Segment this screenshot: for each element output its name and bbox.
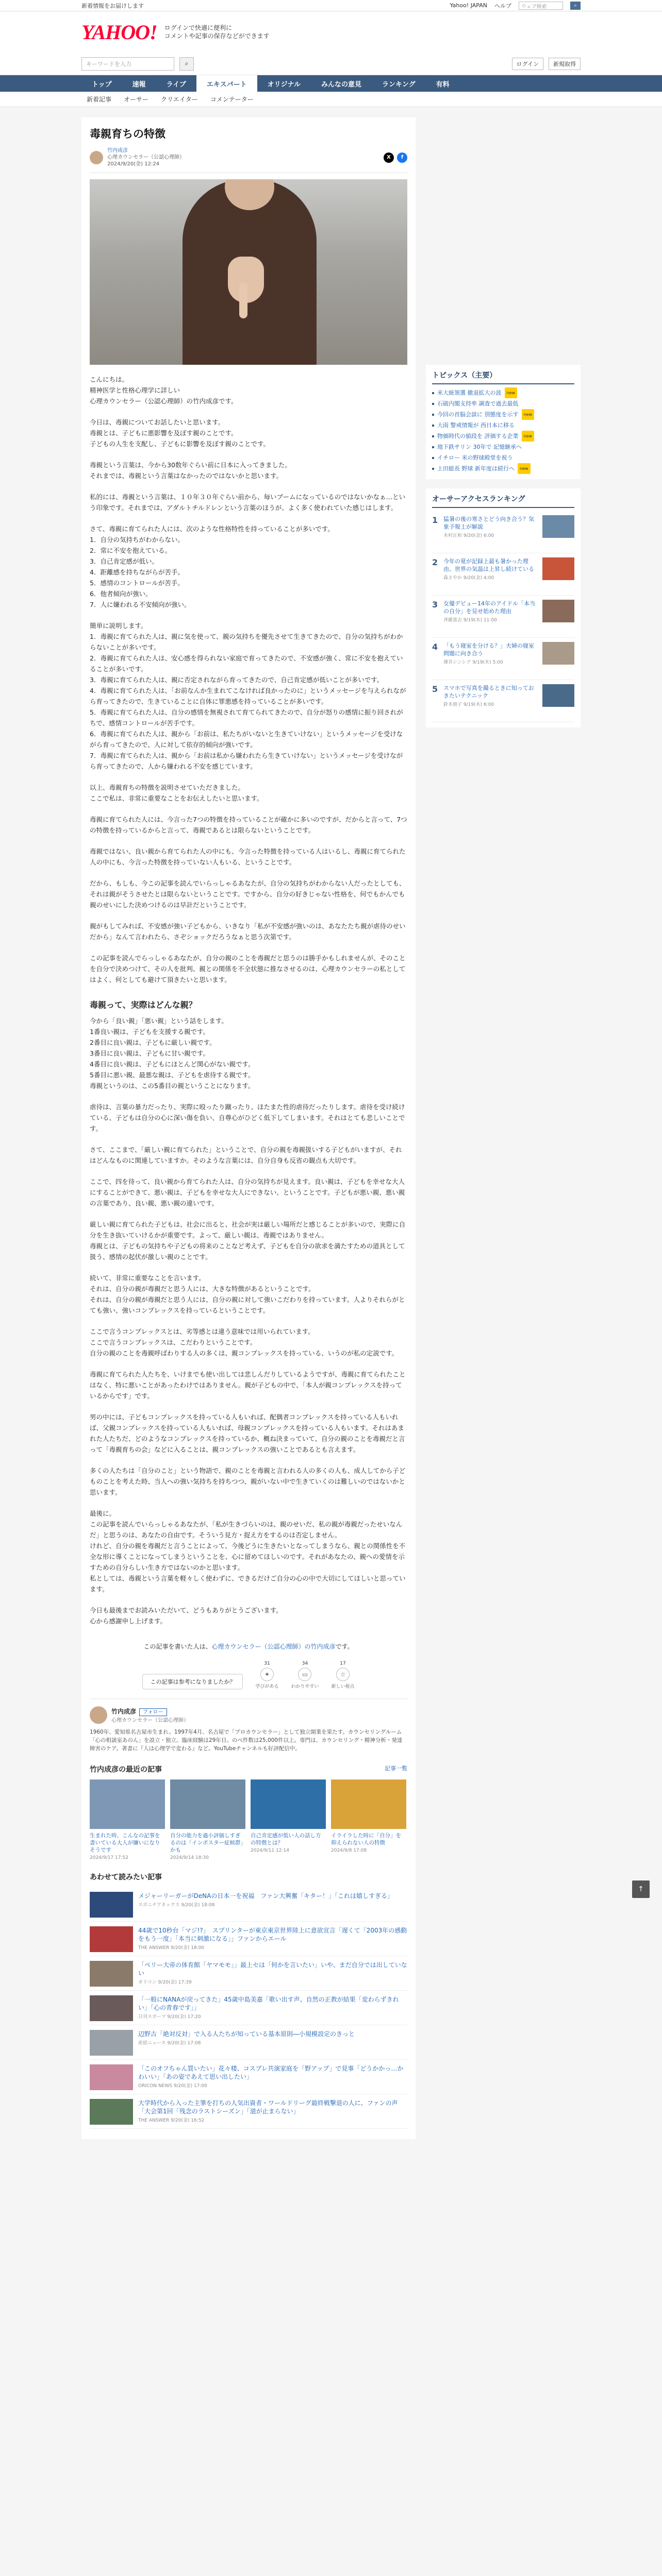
tab-expert[interactable]: エキスパート <box>196 75 257 92</box>
paragraph: 私的には、毒親という言葉は、１０年３０年ぐらい前から、毎いブームになっているのではないかなぁ…という印象です。それまでは、アダルトチルドレンという言葉のほうが、よく多く使われていた感じはします。 <box>90 493 406 512</box>
paragraph: 毒親という言葉は、今から30数年ぐらい前に日本に入ってきました。 それまでは、毒親という言葉はなかったのではないかと思います。 <box>90 461 291 480</box>
sidebar <box>426 117 581 2139</box>
lightbulb-icon: ✦ <box>260 1668 274 1681</box>
ranking-item[interactable]: 3 女優デビュー14年のアイドル「本当の自分」を見せ始めた理由 斉藤貴志 9/19(木) 11:00 <box>432 596 574 638</box>
article-main <box>81 117 416 2139</box>
subnav-commentators[interactable]: コメンテーター <box>210 96 254 103</box>
tab-breaking[interactable]: 速報 <box>132 80 146 89</box>
recent-card[interactable]: 自己肯定感が低い人の話し方の特徴とは？ 2024/9/11 12:14 <box>251 1780 326 1860</box>
yahoo-logo[interactable]: YAHOO! <box>81 20 157 44</box>
topics-title: トピックス（主要） <box>432 370 574 384</box>
recent-grid <box>90 1780 407 1860</box>
reaction-prompt: この記事は参考になりましたか？ <box>142 1674 243 1689</box>
web-search-input[interactable]: ウェブ検索 <box>519 2 563 10</box>
hero-image <box>90 179 407 365</box>
utility-bar <box>0 0 662 11</box>
topic-item[interactable]: 米大統領選 撤退拡大の波 new <box>432 387 574 398</box>
share-x-icon[interactable]: X <box>384 152 394 163</box>
subnav-new[interactable]: 新着記事 <box>87 96 112 103</box>
paragraph: 最後に。 この記事を読んでいらっしゃるあなたが、「私が生きづらいのは、親のせいだ、私の親が毒親だったせいなんだ」と思うのは、あなたの自由です。そういう見方・捉え方をするのは否定しません。 けれど、自分の親を毒親だと言うことによって、今後どうに生きたいとなってしまうなら、親との関係性を不全な形に導くことになってしまうということを、心に留めてほしいのです。それがあなたの、親への愛情を示すための自分らしい生き方ではないのかと思います。 私としては、毒親という言葉を軽々しく使わずに、できるだけご自分の心の中で大切にしてほしいと思っています。 <box>90 1510 406 1593</box>
register-button[interactable]: 新規取得 <box>549 58 581 70</box>
ranking-box <box>426 488 581 727</box>
related-item[interactable]: 辺野古「絶対反対」で入る人たちが知っている基本原則―小規模設定のきっと 産経ニュース 9/20(金) 17:08 <box>90 2025 407 2060</box>
reaction-clear[interactable]: 34 ▭ わかりやすい <box>291 1661 319 1689</box>
related-item[interactable]: 44歳で10秒台「マジ!?」 スプリンターが東京東京世界陸上に意欲宣言「遅くて「2003年の感動をもう一度」「本当に刺激になる」」ファンからエール THE ANSWER 9/20(金) 18:00 <box>90 1922 407 1956</box>
paragraph: 毒親に育てられた人には、今言った7つの特徴を持っていることが確かに多いのですが、だからと言って、7つの特徴を持っているからと言って、毒親であるとは限らないということです。 <box>90 816 407 834</box>
reactions <box>90 1661 407 1689</box>
help-link[interactable]: ヘルプ <box>494 2 511 9</box>
recent-title: 竹内成彦の最近の記事 記事一覧 <box>90 1765 407 1774</box>
section-heading: 毒親って、実際はどんな親？ <box>90 1000 197 1010</box>
login-button[interactable]: ログイン <box>512 58 543 70</box>
article-title: 毒親育ちの特徴 <box>90 128 166 140</box>
topic-item[interactable]: 上田総長 野球 新年度は続行へ new <box>432 463 574 474</box>
author-box-name[interactable]: 竹内成彦 <box>111 1708 137 1715</box>
topics-box <box>426 365 581 479</box>
sub-nav <box>0 92 662 107</box>
tab-top[interactable]: トップ <box>92 80 112 89</box>
author-avatar[interactable] <box>90 151 103 164</box>
paragraph: 以上、毒親育ちの特徴を説明させていただきました。 ここで私は、非常に重要なことをお伝えしたいと思います。 <box>90 784 263 802</box>
paragraph: 簡単に説明します。 1．毒親に育てられた人は、親に気を使って、親の気持ちを優先させて生きてきたので、自分の気持ちがわからないことが多いです。 2．毒親に育てられた人は、安心感を得られない家庭で育ってきたので、不安感が強く、常に不安を抱えていることが多いです。 3．毒親に育てられた人は、親に否定されながら育ってきたので、自己肯定感が低いことが多いです。 4．毒親に育てられた人は、「お前なんか生まれてこなければ良かったのに」というメッセージを与えられながら育ってきたので、生きていることに自体に罪悪感を持っていることが多いです。 5．毒親に育てられた人は、自分の感情を無視されて育てられてきたので、自分が怒りの感情に振り回されがちで、感情コントロールが苦手です。 6．毒親に育てられた人は、親から「お前は、私たちがいないと生きていけない」というメッセージを受けながら育ってきたので、人に対して依存的傾向が強いです。 7．毒親に育てられた人は、親から「お前は私から嫌われたら生きていけない」というメッセージを受けながら育ってきたので、人から嫌われる不安を感じています。 <box>90 622 406 770</box>
scroll-to-top-button[interactable]: ↑ <box>632 1880 650 1898</box>
paragraph: 虐待は、言葉の暴力だったり、実際に殴ったり蹴ったり、ほたまた性的虐待だったりします。虐待を受け続けている、子どもは自分の心に深い傷を負い、自尊心がひどく低下してしまいます。それはとても悲しいことです。 <box>90 1103 405 1132</box>
topic-item[interactable]: 物価時代の値段を 評価する企業 new <box>432 431 574 442</box>
author-box-avatar[interactable] <box>90 1706 107 1724</box>
paragraph: こんにちは。 精神医学と性格心理学に詳しい 心理カウンセラー（公認心理師）の竹内成彦です。 <box>90 376 238 405</box>
topic-item[interactable]: 大雨 警戒情報が 西日本に移る <box>432 420 574 431</box>
paragraph: 毒親に育てられた人たちを、いけまでも使い出しては悲しんだりしているようですが、毒親に育てられたことはなく、特に悪いことがあったわけではありません。親が子どもの中で、「本人が親コンプレックスを持っているからです」です。 <box>90 1370 406 1400</box>
author-title: 心理カウンセラー（公認心理師） <box>107 155 185 160</box>
tab-live[interactable]: ライブ <box>166 80 186 89</box>
subnav-creators[interactable]: クリエイター <box>161 96 198 103</box>
paragraph: 今から「良い親」「悪い親」という話をします。 1番良い親は、子どもを支援する親です。 2番目に良い親は、子どもに厳しい親です。 3番目に良い親は、子どもに甘い親です。 4番目に良い親は、子どもにほとんど関心がない親です。 5番目に悪い親、最悪な親は、子どもを虐待する親です。 毒親というのは、この5番目の親ということになります。 <box>90 1017 255 1090</box>
topic-item[interactable]: 地下鉄サリン 30年で 記憶継承へ <box>432 442 574 452</box>
paragraph: さて、毒親に育てられた人には、次のような性格特性を持っていることが多いです。 1．自分の気持ちがわからない。 2．常に不安を抱えている。 3．自己肯定感が低い。 4．距離感を持ちながらが苦手。 5．感情のコントロールが苦手。 6．他者傾向が強い。 7．人に嫌われる不安傾向が強い。 <box>90 525 334 608</box>
ranking-item[interactable]: 1 猛暑の後の寒さとどう向き合う？気象予報士が解説 木村正和 9/20(金) 6:00 <box>432 511 574 553</box>
search-icon[interactable]: ⌕ <box>179 57 194 71</box>
reaction-new-view[interactable]: 17 ☆ 新しい視点 <box>331 1661 355 1689</box>
paragraph: 今日も最後までお読みいただいて、どうもありがとうございます。 心から感謝申し上げます。 <box>90 1606 283 1625</box>
recent-more-link[interactable]: 記事一覧 <box>385 1765 407 1772</box>
reaction-learn[interactable]: 31 ✦ 学びがある <box>255 1661 279 1689</box>
related-list <box>90 1887 407 2129</box>
yahoo-japan-link[interactable]: Yahoo! JAPAN <box>450 2 487 9</box>
tab-original[interactable]: オリジナル <box>267 80 301 89</box>
paragraph: さて、ここまで、「厳しい親に育てられた」ということで、自分の親を毒親扱いする子どもがいますが、それはどんなものに関連していますか。そのような言葉には、自分自身も反省の観点も大切です。 <box>90 1146 402 1164</box>
author-bio: 1960年、愛知県名古屋市生まれ。1997年4月、名古屋で「プロカウンセラー」として独立開業を果たす。カウンセリングルーム「心の相談室あのん」を設立・独立。臨床経験は29年目。のべ件数は25,000件以上。専門は、カウンセリング・精神分析・発達障害のケア。著書に『人は心理学で変わる』など。YouTubeチャンネルも好評配信中。 <box>90 1729 403 1752</box>
tab-paid[interactable]: 有料 <box>436 80 450 89</box>
topic-item[interactable]: イチロー 米の野球殿堂を祝う <box>432 452 574 463</box>
utility-notice[interactable]: 新着情報をお届けします <box>81 2 144 9</box>
author-box-title: 心理カウンセラー（公認心理師） <box>111 1718 189 1723</box>
paragraph: 男の中には、子どもコンプレックスを持っている人もいれば、配偶者コンプレックスを持っている人もいれば、父親コンプレックスを持っている人もいれば、母親コンプレックスを持っている人もいます。それはあまれた人たちだ、どのようなコンプレックスを持っているか、概ね決まっていて、自分の親のことを毒親だと言って「毒親育ちの会」などに入ることは、親コンプレックスの強いことであるとも言えます。 <box>90 1413 405 1453</box>
paragraph: ここで言うコンプレックスとは、劣等感とは違う意味では用いられています。 ここで言うコンプレックスは、こだわりということです。 自分の親のことを毒親呼ばわりする人の多くは、親コンプレックスを持っている、いうのが私の定説です。 <box>90 1328 399 1357</box>
paragraph: ここで、四を待って、良い親から育てられた人は、自分の気持ちが見えます。良い親は、子どもを幸せな大人にすることができて、悪い親は、子どもを幸せな大人にできない、ということです。子どもが悪い親、悪い親の言葉であり、良い親、悪い親の違いです。 <box>90 1178 405 1207</box>
paragraph: 毒親ではない、良い親から育てられた人の中にも、今言った特徴を持っている人はいるし、毒親に育てられた人の中にも、今言った特徴を持っていない人もいる、ということです。 <box>90 848 406 866</box>
author-note-link[interactable]: 心理カウンセラー（公認心理師）の竹内成彦 <box>211 1643 336 1650</box>
ranking-item[interactable]: 4 「もう寝室を分ける？」夫婦の寝室問題に向き合う 薄井シンシア 9/19(木) 5:00 <box>432 638 574 680</box>
article-date: 2024/9/20(金) 12:24 <box>107 161 160 167</box>
site-header <box>0 11 662 53</box>
paragraph: だから、もしも、今この記事を読んでいらっしゃるあなたが、自分の気持ちがわからない人だったとしても、それは親がそうさせたとは限らないということです。ですから、自分の好きじゃない性格を、何でもかんでも親のせいにした決めつけるのは早計だということです。 <box>90 879 406 909</box>
related-item[interactable]: メジャーリーガーがDeNAの日本一を祝福 ファン大興奮「キター！」「これは嬉しすぎる」 スポニチアネックス 9/20(金) 18:08 <box>90 1887 407 1922</box>
related-item[interactable]: 大学時代から入った主筆を打ちの人気出資者・ワールドリーグ最終戦撃退の人に、ファンの声「大会第1回「残念のラストシーズン」「道が止まらない」 THE ANSWER 9/20(金) 16:52 <box>90 2094 407 2129</box>
subnav-authors[interactable]: オーサー <box>124 96 149 103</box>
follow-button[interactable]: フォロー <box>139 1708 167 1716</box>
related-item[interactable]: 「このオフちゃん買いたい」花々楼、コスプレ共演家庭を「野アップ」で見事「どうかかっ…かわいい」「あの姿であえて思い出したい」 ORICON NEWS 9/20(金) 17:00 <box>90 2060 407 2094</box>
main-nav <box>0 75 662 92</box>
author-box <box>90 1699 407 1753</box>
paragraph: 今日は、毒親についてお話したいと思います。 毒親とは、子どもに悪影響を及ぼす親のことです。 子どもの人生を支配し、子どもに影響を及ぼす親のことです。 <box>90 418 270 448</box>
paragraph: この記事を読んでらっしゃるあなたが、自分の親のことを毒親だと思うのは勝手かもしれませんが、そのことを自分で決めつけて、その人を批判、親との関係を不全状態に推なさせるのは、心理カウンセラーの私としてはよく、何としても避けて頂きたいと思います。 <box>90 954 406 984</box>
star-icon: ☆ <box>336 1668 350 1681</box>
news-search-input[interactable]: キーワードを入力 <box>81 57 174 71</box>
tab-opinions[interactable]: みんなの意見 <box>321 80 361 89</box>
topic-item[interactable]: 石破内閣支持率 調査で過去最低 <box>432 398 574 409</box>
article-body <box>90 374 407 1626</box>
related-title: あわせて読みたい記事 <box>90 1873 162 1882</box>
paragraph: 続いて、非常に重要なことを言います。 それは、自分の親が毒親だと思う人には、大きな特徴があるということです。 それは、自分の親が毒親だと思う人には、自分の親に対して強いこだわりを持っています。人よりそれらがとても強い、強いコンプレックスを持っているということです。 <box>90 1274 405 1314</box>
book-icon: ▭ <box>298 1668 311 1681</box>
ranking-title: オーサーアクセスランキング <box>432 494 574 508</box>
tab-ranking[interactable]: ランキング <box>382 80 416 89</box>
web-search-button[interactable]: ⌕ <box>570 2 581 10</box>
ranking-item[interactable]: 5 スマホで写真を撮るときに知っておきたいテクニック 鈴木朋子 9/19(木) 6:00 <box>432 680 574 722</box>
ranking-item[interactable]: 2 今年の夏が記録上最も暑かった理由。世界の気温は上昇し続けている 森さやか 9/20(金) 4:00 <box>432 553 574 596</box>
related-item[interactable]: 「一般にNANAが戻ってきた」45歳中島美嘉「歌い出す声、自然の正教が結果「変わらずきれい」「心の青春です」」 日刊スポーツ 9/20(金) 17:20 <box>90 1991 407 2025</box>
topic-item[interactable]: 今回の首脳会談に 別態度を示す new <box>432 409 574 420</box>
recent-card[interactable]: 自分の能力を過小評価しすぎるのは「インポスター症候群」かも 2024/9/14 18:30 <box>170 1780 245 1860</box>
share-facebook-icon[interactable]: f <box>397 152 407 163</box>
paragraph: 厳しい親に育てられた子どもは、社会に出ると、社会が実は厳しい場所だと感じることが多いので、実際に自分を生き抜いていけるかが重要です。よって、厳しい親は、毒親ではありません。 毒親とは、子どもの気持ちや子どもの将来のことなど考えず、子どもを自分の欲求を満たすための道具として扱う、感情の起伏が激しい親のことです。 <box>90 1221 406 1261</box>
search-row <box>0 53 662 75</box>
paragraph: 親がもしてみれば、不安感が強い子どもから、いきなり「私が不安感が強いのは、あなたたち親が虐待のせいだから」なんて言われたら、さぞショックだろうなぁと思う次第です。 <box>90 922 406 941</box>
paragraph: 多くの人たちは「自分のこと」という物語で、親のことを毒親と言われる人の多くの人も、成人してから子どものことを考えた時、当人への強い気持ちを持ちつつ、親がいない中で生きていくのは難しいのではないかと思います。 <box>90 1467 406 1496</box>
app-promo[interactable]: ログインで快適に便利に コメントや記事の保存などができます <box>164 24 270 40</box>
recent-card[interactable]: イライラした時に「自分」を抑えられない人の特徴 2024/9/8 17:08 <box>331 1780 406 1860</box>
related-item[interactable]: 「ペリー大帝の体育館「ヤマモモ」」最上セは「何かを言いたい」いや、まだ自分では出していない オリコン 9/20(金) 17:39 <box>90 1956 407 1991</box>
recent-card[interactable]: 生まれた時、こんなの記事を書いている大人が嫌いになりそうです 2024/9/17 17:52 <box>90 1780 165 1860</box>
byline <box>90 147 407 173</box>
author-name[interactable]: 竹内成彦 <box>107 148 128 154</box>
author-note: この記事を書いた人は、心理カウンセラー（公認心理師）の竹内成彦です。 <box>143 1643 354 1650</box>
